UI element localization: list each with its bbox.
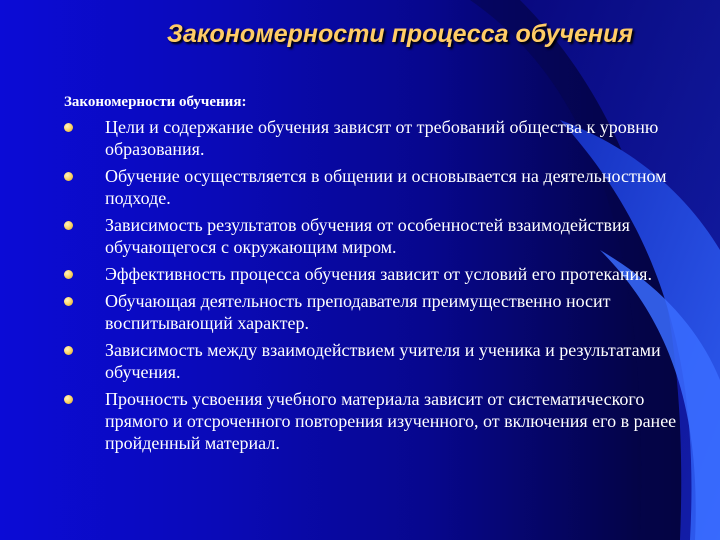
- list-item: [0, 165, 720, 209]
- bullet-dot-icon: [64, 297, 73, 306]
- list-item-text: Эффективность процесса обучения зависит от условий его протекания.: [105, 264, 652, 284]
- slide-subtitle: Закономерности обучения:: [64, 94, 247, 110]
- bullet-list: [0, 116, 720, 459]
- list-item: [0, 116, 720, 160]
- list-item: [0, 388, 720, 454]
- list-item-text: Цели и содержание обучения зависят от требований общества к уровню образования.: [105, 117, 659, 159]
- list-item: [0, 290, 720, 334]
- list-item: [0, 263, 720, 285]
- bullet-dot-icon: [64, 346, 73, 355]
- bullet-dot-icon: [64, 123, 73, 132]
- bullet-dot-icon: [64, 395, 73, 404]
- list-item-text: Зависимость результатов обучения от особенностей взаимодействия обучающегося с окружающим миром.: [105, 215, 630, 257]
- list-item: [0, 339, 720, 383]
- slide-title: Закономерности процесса обучения: [166, 20, 634, 48]
- bullet-dot-icon: [64, 221, 73, 230]
- bullet-dot-icon: [64, 172, 73, 181]
- list-item-text: Обучение осуществляется в общении и основывается на деятельностном подходе.: [105, 166, 667, 208]
- list-item-text: Прочность усвоения учебного материала зависит от систематического прямого и отсроченного повторения изученного, от включения его в ранее пройденный материал.: [105, 389, 677, 453]
- list-item-text: Зависимость между взаимодействием учителя и ученика и результатами обучения.: [105, 340, 661, 382]
- list-item: [0, 214, 720, 258]
- list-item-text: Обучающая деятельность преподавателя преимущественно носит воспитывающий характер.: [105, 291, 611, 333]
- bullet-dot-icon: [64, 270, 73, 279]
